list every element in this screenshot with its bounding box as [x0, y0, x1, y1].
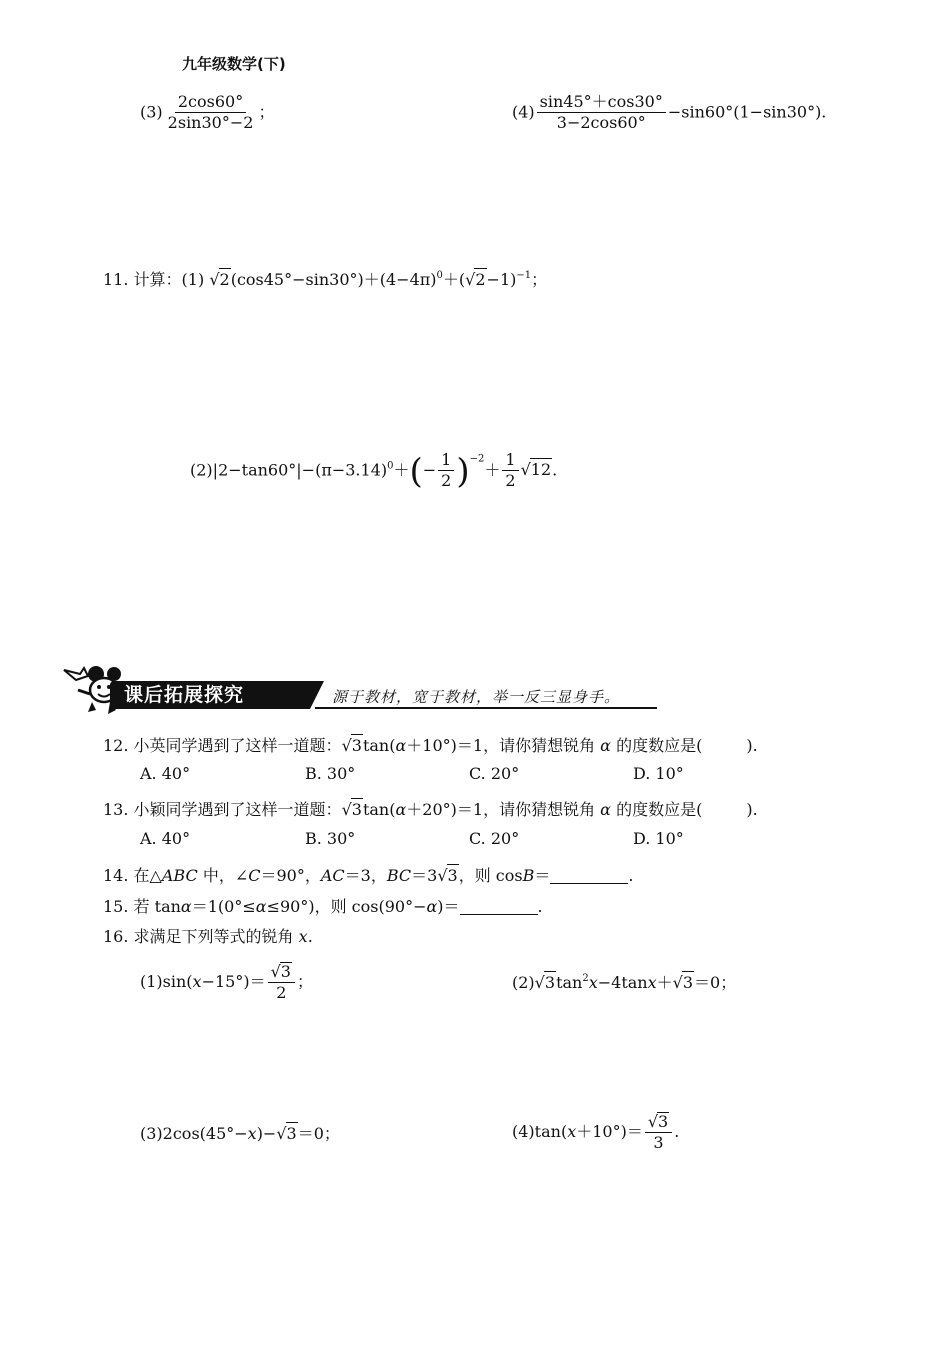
problem-intro: 计算：(1)	[133, 270, 205, 289]
sqrt: √3	[270, 962, 291, 981]
expression: −4tan	[597, 973, 648, 992]
variable: B	[522, 866, 535, 885]
big-paren: (	[409, 451, 423, 492]
punctuation: ；	[531, 270, 548, 289]
problem-text: ).	[746, 800, 758, 819]
problem-text: ＝3	[411, 866, 438, 885]
radicand: 3	[280, 962, 291, 981]
fraction-numerator	[645, 1112, 672, 1133]
expression: tan	[556, 973, 583, 992]
problem-16-part-4	[512, 1112, 679, 1153]
problem-text: 的度数应是(	[616, 800, 703, 819]
punctuation: .	[537, 897, 543, 916]
variable: BC	[386, 866, 412, 885]
sqrt: √2	[209, 270, 230, 289]
operator: −	[422, 460, 437, 480]
section-subtitle: 源于教材，宽于教材，举一反三显身手。	[332, 688, 621, 706]
fraction-numerator	[268, 962, 295, 983]
problem-text: tan(	[362, 800, 396, 819]
radicand: 3	[351, 800, 362, 819]
fraction	[268, 962, 295, 1003]
fraction	[165, 93, 257, 133]
punctuation: .	[552, 460, 558, 480]
exponent: 2	[582, 973, 589, 984]
sqrt: √3	[672, 973, 694, 992]
problem-text: tan(	[362, 736, 396, 755]
fraction-numerator: 1	[502, 451, 518, 471]
problem-11-part-2	[190, 451, 557, 491]
variable: α	[600, 800, 611, 819]
expression: ＋	[656, 973, 673, 992]
fraction-denominator: 3−2cos60°	[556, 113, 646, 133]
problem-13	[103, 798, 758, 821]
fraction-numerator: 1	[438, 451, 454, 471]
problem-16-part-3	[140, 1122, 340, 1145]
fraction-denominator: 2sin30°−2	[167, 113, 254, 133]
problem-13-option-a[interactable]: A. 40°	[140, 829, 191, 848]
radicand: 12	[530, 460, 552, 480]
sqrt: √12	[520, 460, 552, 480]
problem-14	[103, 864, 634, 887]
page-header-title: 九年级数学(下)	[182, 55, 286, 73]
problem-number: 12.	[103, 736, 129, 755]
problem-12-option-a[interactable]: A. 40°	[140, 764, 191, 783]
sqrt: √3	[341, 800, 362, 819]
expression: ＋10°)＝	[576, 1121, 643, 1141]
problem-13-option-b[interactable]: B. 30°	[305, 829, 356, 848]
problem-16	[103, 926, 313, 948]
fraction	[502, 451, 518, 491]
problem-12	[103, 734, 758, 757]
expression-rest: −sin60°(1−sin30°).	[667, 102, 827, 122]
punctuation: .	[628, 866, 634, 885]
variable: α	[395, 736, 407, 755]
expression: )−	[256, 1124, 277, 1143]
exponent: 0	[387, 460, 394, 472]
punctuation: ；	[296, 971, 313, 991]
variable: x	[247, 1124, 257, 1143]
variable: ABC	[161, 866, 198, 885]
variable: C	[248, 866, 261, 885]
problem-number: 16.	[103, 927, 129, 946]
expression: (1)sin(	[140, 971, 193, 991]
expression: ＝0；	[297, 1124, 340, 1143]
big-paren: )	[456, 451, 470, 492]
problem-number: 11.	[103, 270, 129, 289]
answer-blank[interactable]	[550, 867, 628, 884]
problem-text: ≤90°)，则 cos(90°−	[266, 897, 427, 916]
banner-underline	[315, 707, 657, 709]
radicand: 3	[447, 866, 458, 885]
radicand: 3	[351, 736, 362, 755]
part-label: (4)	[512, 102, 535, 122]
part-label: (2)	[190, 460, 213, 480]
problem-text: 中，∠	[202, 866, 249, 885]
problem-text: ＋10°)＝1，请你猜想锐角	[406, 736, 596, 755]
problem-text: ＝90°，	[260, 866, 321, 885]
variable: x	[298, 927, 308, 946]
fraction	[645, 1112, 672, 1153]
problem-13-option-c[interactable]: C. 20°	[469, 829, 520, 848]
problem-16-part-2	[512, 971, 736, 994]
fraction-numerator: sin45°＋cos30°	[537, 93, 666, 113]
radicand: 3	[658, 1112, 669, 1131]
expression: ＋(	[442, 270, 466, 289]
part-label: (3)	[140, 102, 163, 122]
variable: α	[600, 736, 611, 755]
problem-text: 求满足下列等式的锐角	[133, 927, 294, 946]
problem-text: ).	[746, 736, 758, 755]
problem-13-option-d[interactable]: D. 10°	[633, 829, 684, 848]
exponent: −1	[516, 270, 532, 281]
variable: x	[588, 973, 598, 992]
problem-12-option-b[interactable]: B. 30°	[305, 764, 356, 783]
problem-15	[103, 896, 543, 918]
radicand: 3	[682, 973, 694, 992]
fraction-numerator: 2cos60°	[175, 93, 246, 113]
variable: α	[255, 897, 267, 916]
problem-16-part-1	[140, 962, 313, 1003]
sqrt: √3	[276, 1124, 297, 1143]
variable: α	[180, 897, 192, 916]
problem-text: ＝	[534, 866, 551, 885]
fraction-denominator: 2	[276, 983, 287, 1003]
fraction-denominator: 2	[505, 471, 516, 491]
problem-text: ＝3，	[344, 866, 387, 885]
problem-10-part-3	[140, 93, 274, 133]
radicand: 3	[286, 1124, 297, 1143]
radicand: 2	[475, 270, 486, 289]
variable: x	[567, 1121, 577, 1141]
problem-text: ，则 cos	[458, 866, 523, 885]
problem-text: 若 tan	[133, 897, 181, 916]
expression: −1)	[486, 270, 517, 289]
expression: (4)tan(	[512, 1121, 568, 1141]
answer-blank[interactable]	[460, 898, 538, 915]
problem-12-option-c[interactable]: C. 20°	[469, 764, 520, 783]
sqrt: √3	[647, 1112, 669, 1131]
problem-text: 在△	[133, 866, 162, 885]
banner-tail	[310, 681, 324, 709]
problem-11-part-1	[103, 268, 547, 291]
operator: ＋	[393, 460, 410, 480]
problem-text: )＝	[437, 897, 460, 916]
fraction	[537, 93, 666, 133]
sqrt: √3	[534, 973, 556, 992]
radicand: 3	[544, 973, 556, 992]
problem-text: ＋20°)＝1，请你猜想锐角	[406, 800, 596, 819]
expression: |2−tan60°|−(π−3.14)	[212, 460, 388, 480]
problem-10-part-4	[512, 93, 826, 133]
variable: x	[647, 973, 657, 992]
problem-text: 小颖同学遇到了这样一道题：	[133, 800, 342, 819]
problem-text: ＝1(0°≤	[191, 897, 256, 916]
punctuation: .	[674, 1121, 680, 1141]
expression: ＝0；	[694, 973, 737, 992]
expression: (2)	[512, 973, 535, 992]
expression: −15°)＝	[201, 971, 266, 991]
fraction-denominator: 2	[441, 471, 452, 491]
variable: α	[395, 800, 407, 819]
variable: x	[192, 971, 202, 991]
expression: (cos45°−sin30°)＋(4−4π)	[230, 270, 437, 289]
problem-12-option-d[interactable]: D. 10°	[633, 764, 684, 783]
punctuation: .	[307, 927, 313, 946]
problem-number: 15.	[103, 897, 129, 916]
problem-number: 14.	[103, 866, 129, 885]
problem-text: 的度数应是(	[616, 736, 703, 755]
fraction-denominator: 3	[653, 1133, 664, 1153]
section-title: 课后拓展探究	[124, 684, 245, 706]
exponent: −2	[469, 453, 485, 465]
radicand: 2	[219, 270, 230, 289]
problem-number: 13.	[103, 800, 129, 819]
variable: α	[426, 897, 438, 916]
sqrt: √3	[437, 866, 458, 885]
sqrt: √2	[465, 270, 486, 289]
sqrt: √3	[341, 736, 362, 755]
operator: ＋	[484, 460, 501, 480]
expression: (3)2cos(45°−	[140, 1124, 248, 1143]
variable: AC	[320, 866, 345, 885]
punctuation: ；	[258, 102, 275, 122]
fraction	[438, 451, 454, 491]
exponent: 0	[436, 270, 443, 281]
problem-text: 小英同学遇到了这样一道题：	[133, 736, 342, 755]
